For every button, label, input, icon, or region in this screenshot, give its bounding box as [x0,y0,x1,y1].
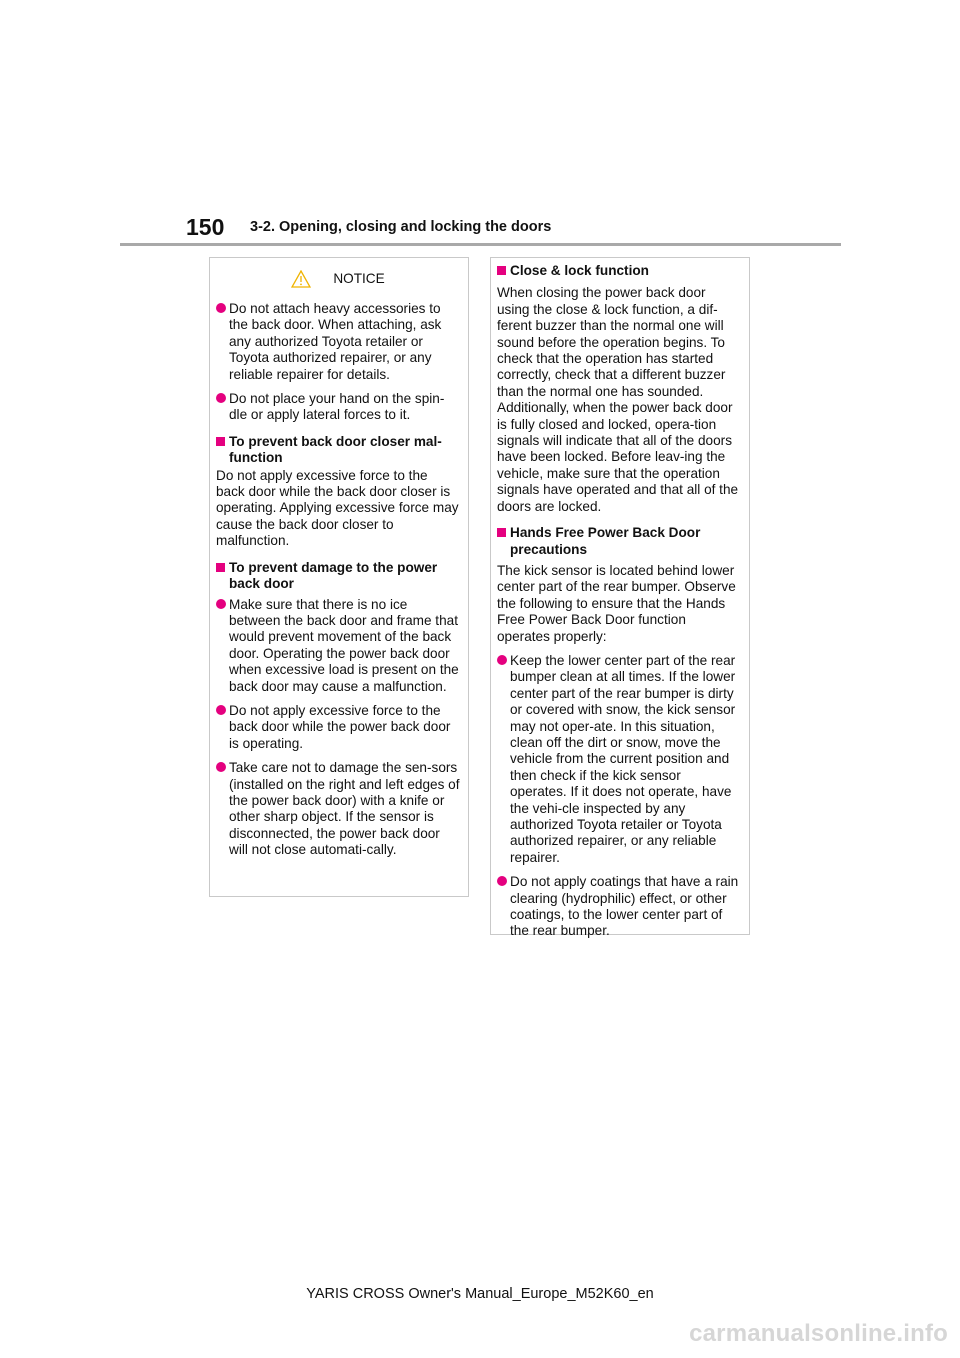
notice-header [216,270,460,288]
bullet-dot-icon [216,762,226,772]
bullet-text: Take care not to damage the sen-sors (installed on the right and left edges of the power back door) with a knife or other sharp object. If the sensor is disconnected, the power back door will not close automati-cally. [229,760,460,858]
heading-text: To prevent damage to the power back door [229,559,438,592]
list-item [216,703,460,752]
section-heading [497,525,741,558]
heading-text: Hands Free Power Back Door precautions [510,525,701,557]
list-item [216,760,460,858]
bullet-text: Do not apply excessive force to the back door while the power back door is operating. [229,702,451,751]
section-heading [497,263,741,279]
section-heading [216,560,460,593]
notice-box [209,257,469,897]
bullet-text: Do not place your hand on the spin-dle or apply lateral forces to it. [229,391,445,423]
list-item [216,597,460,695]
paragraph: Do not apply excessive force to the back door while the back door closer is operating. Applying excessive force may cause the back door closer to malfunction. [216,467,459,549]
bullet-text: Keep the lower center part of the rear bumper clean at all times. If the lower center part of the rear bumper is dirty or covered with snow, the kick sensor may not oper-ate. In this situation, clean off the dirt or snow, move the vehicle from the current position and then check if the kick sensor operates. If it does not operate, have the vehi-cle inspected by any authorized Toyota retailer or Toyota authorized repairer, or any reliable repairer. [510,652,736,865]
paragraph: The kick sensor is located behind lower center part of the rear bumper. Observe the following to ensure that the Hands Free Power Back Door function operates properly: [497,562,736,644]
heading-square-icon [216,437,225,446]
heading-text: To prevent back door closer mal-function [229,433,442,466]
watermark: carmanualsonline.info [689,1320,948,1347]
bullet-dot-icon [216,705,226,715]
list-item [497,653,741,866]
bullet-dot-icon [216,393,226,403]
bullet-text: Do not apply coatings that have a rain clearing (hydrophilic) effect, or other coatings, to the lower center part of the rear bumper. [510,874,739,939]
heading-square-icon [497,266,506,275]
bullet-dot-icon [216,599,226,609]
bullet-text: Do not attach heavy accessories to the back door. When attaching, ask any authorized Toyota retailer or Toyota authorized repairer, or any reliable repairer for details. [229,301,442,382]
section-title: 3-2. Opening, closing and locking the doors [250,219,552,235]
heading-text: Close & lock function [510,263,649,278]
section-heading [216,434,460,467]
paragraph: When closing the power back door using the close & lock function, a dif-ferent buzzer than the normal one will sound before the operation begins. To check that the operation has started correctly, check that a different buzzer than the normal one has sounded. Additionally, when the power back door is fully closed and locked, opera-tion signals will indicate that all of the doors have been locked. Before leav-ing the vehicle, make sure that the operation signals have operated and that all of the doors are locked. [497,285,739,514]
list-item [216,391,460,424]
info-box [490,257,750,939]
bullet-dot-icon [216,303,226,313]
bullet-dot-icon [497,655,507,665]
heading-square-icon [497,528,506,537]
list-item [497,874,741,940]
list-item [216,301,460,383]
page-number: 150 [186,214,225,240]
bullet-text: Make sure that there is no ice between the back door and frame that would prevent movement of the back door. Operating the power back door when excessive load is present on the back door may cause a malfunction. [229,596,459,694]
notice-label: NOTICE [333,270,385,286]
manual-title-footer: YARIS CROSS Owner's Manual_Europe_M52K60_en [306,1286,654,1302]
bullet-dot-icon [497,876,507,886]
warning-triangle-icon [291,270,311,288]
header-rule [120,243,841,246]
heading-square-icon [216,563,225,572]
